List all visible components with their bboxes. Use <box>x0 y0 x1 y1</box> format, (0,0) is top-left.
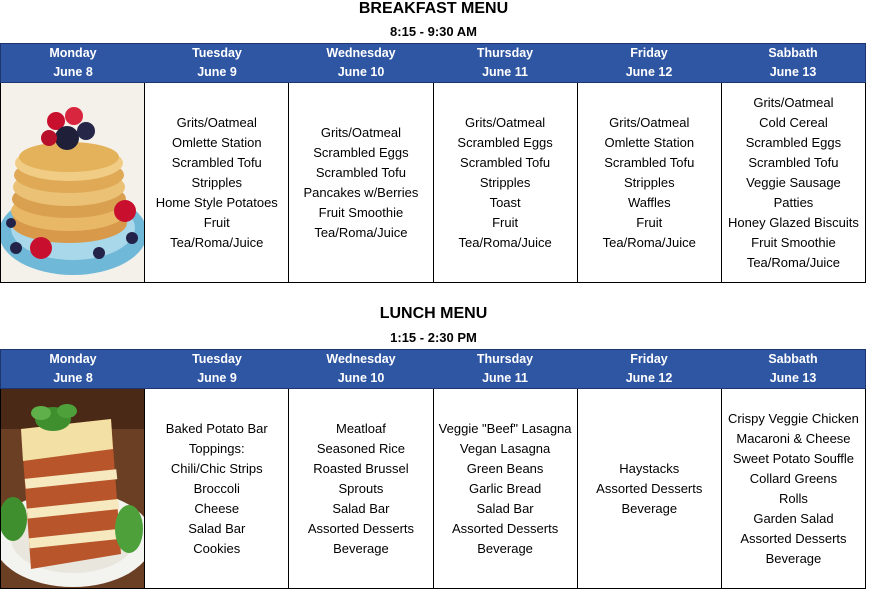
menu-item: Fruit Smoothie <box>318 204 404 220</box>
breakfast-day-tuesday: Tuesday June 9 <box>192 46 242 79</box>
menu-item: Home Style Potatoes <box>155 194 278 210</box>
menu-item: Toppings: <box>188 440 245 456</box>
menu-item: Salad Bar <box>332 500 390 516</box>
menu-item: Macaroni & Cheese <box>736 430 851 446</box>
breakfast-menu-tuesday <box>145 83 289 282</box>
menu-item: Tea/Roma/Juice <box>314 224 408 240</box>
breakfast-day-thursday: Thursday June 11 <box>476 46 534 79</box>
menu-item: Sprouts <box>338 480 384 496</box>
menu-item: Grits/Oatmeal <box>753 94 834 110</box>
menu-item: Chili/Chic Strips <box>170 460 263 476</box>
menu-item: Beverage <box>621 500 678 516</box>
menu-item: Cookies <box>193 540 241 556</box>
menu-item: Scrambled Tofu <box>171 154 262 170</box>
lunch-day-thursday: Thursday June 11 <box>476 352 534 385</box>
menu-item: Veggie "Beef" Lasagna <box>438 420 572 436</box>
menu-item: Haystacks <box>619 460 680 476</box>
menu-item: Honey Glazed Biscuits <box>728 214 859 230</box>
menu-item: Stripples <box>623 174 675 190</box>
breakfast-menu-thursday <box>434 83 578 282</box>
lunch-grid <box>0 389 866 589</box>
lunch-day-tuesday: Tuesday June 9 <box>192 352 242 385</box>
menu-item: Toast <box>489 194 521 210</box>
lunch-day-sabbath: Sabbath June 13 <box>768 352 818 385</box>
breakfast-menu-wednesday <box>289 83 433 282</box>
menu-item: Rolls <box>778 490 808 506</box>
menu-item: Grits/Oatmeal <box>176 114 257 130</box>
breakfast-day-friday: Friday June 12 <box>625 46 673 79</box>
menu-item: Crispy Veggie Chicken <box>728 410 859 426</box>
menu-item: Roasted Brussel <box>313 460 409 476</box>
menu-item: Scrambled Tofu <box>748 154 839 170</box>
menu-item: Cheese <box>194 500 240 516</box>
menu-item: Assorted Desserts <box>740 530 847 546</box>
menu-item: Collard Greens <box>749 470 838 486</box>
menu-item: Grits/Oatmeal <box>465 114 546 130</box>
menu-item: Scrambled Tofu <box>604 154 695 170</box>
breakfast-title: BREAKFAST MENU <box>358 0 509 17</box>
menu-item: Stripples <box>191 174 243 190</box>
menu-item: Beverage <box>765 550 822 566</box>
menu-item: Beverage <box>333 540 389 556</box>
menu-item: Fruit <box>492 214 519 230</box>
menu-item: Tea/Roma/Juice <box>746 254 841 270</box>
menu-item: Stripples <box>479 174 531 190</box>
menu-item: Baked Potato Bar <box>165 420 268 436</box>
breakfast-day-sabbath: Sabbath June 13 <box>768 46 818 79</box>
lasagna-plate-photo-icon <box>1 389 145 588</box>
menu-item: Grits/Oatmeal <box>609 114 690 130</box>
breakfast-grid <box>0 83 866 283</box>
lunch-day-wednesday: Wednesday June 10 <box>326 352 396 385</box>
breakfast-menu-friday <box>578 83 722 282</box>
lunch-time: 1:15 - 2:30 PM <box>390 330 477 345</box>
lunch-day-header <box>0 349 866 389</box>
lunch-photo-cell <box>1 389 145 588</box>
lunch-day-monday: Monday June 8 <box>49 352 97 385</box>
menu-item: Salad Bar <box>476 500 534 516</box>
menu-item: Garlic Bread <box>468 480 542 496</box>
pancake-stack-photo-icon <box>1 83 145 282</box>
lunch-menu-sabbath <box>722 389 866 588</box>
menu-item: Green Beans <box>466 460 544 476</box>
menu-item: Fruit <box>636 214 663 230</box>
menu-item: Salad Bar <box>188 520 246 536</box>
menu-item: Assorted Desserts <box>452 520 559 536</box>
breakfast-photo-cell <box>1 83 145 282</box>
breakfast-day-wednesday: Wednesday June 10 <box>326 46 396 79</box>
menu-item: Garden Salad <box>753 510 834 526</box>
lunch-menu-tuesday <box>145 389 289 588</box>
menu-item: Cold Cereal <box>759 114 828 130</box>
menu-item: Assorted Desserts <box>307 520 415 536</box>
menu-item: Fruit Smoothie <box>751 234 836 250</box>
menu-item: Pancakes w/Berries <box>303 184 419 200</box>
lunch-day-friday: Friday June 12 <box>625 352 673 385</box>
menu-item: Meatloaf <box>335 420 386 436</box>
menu-item: Scrambled Eggs <box>745 134 842 150</box>
lunch-title: LUNCH MENU <box>379 305 488 322</box>
menu-item: Scrambled Tofu <box>460 154 551 170</box>
breakfast-day-header <box>0 43 866 83</box>
menu-item: Fruit <box>203 214 230 230</box>
menu-item: Scrambled Tofu <box>315 164 406 180</box>
menu-item: Waffles <box>627 194 671 210</box>
menu-item: Grits/Oatmeal <box>320 124 402 140</box>
breakfast-menu-sabbath <box>722 83 866 282</box>
menu-item: Tea/Roma/Juice <box>458 234 552 250</box>
menu-item: Sweet Potato Souffle <box>732 450 855 466</box>
menu-item: Beverage <box>477 540 533 556</box>
lunch-menu-friday <box>578 389 722 588</box>
menu-item: Patties <box>773 194 814 210</box>
menu-item: Omlette Station <box>604 134 695 150</box>
lunch-menu-wednesday <box>289 389 433 588</box>
menu-item: Veggie Sausage <box>746 174 841 190</box>
menu-item: Seasoned Rice <box>316 440 406 456</box>
menu-item: Omlette Station <box>171 134 262 150</box>
menu-item: Tea/Roma/Juice <box>170 234 264 250</box>
menu-item: Broccoli <box>193 480 240 496</box>
breakfast-day-monday: Monday June 8 <box>49 46 97 79</box>
breakfast-time: 8:15 - 9:30 AM <box>390 24 477 39</box>
menu-item: Scrambled Eggs <box>313 144 409 160</box>
menu-item: Tea/Roma/Juice <box>602 234 696 250</box>
lunch-menu-thursday <box>434 389 578 588</box>
menu-item: Assorted Desserts <box>596 480 703 496</box>
menu-item: Scrambled Eggs <box>457 134 553 150</box>
menu-item: Vegan Lasagna <box>459 440 551 456</box>
